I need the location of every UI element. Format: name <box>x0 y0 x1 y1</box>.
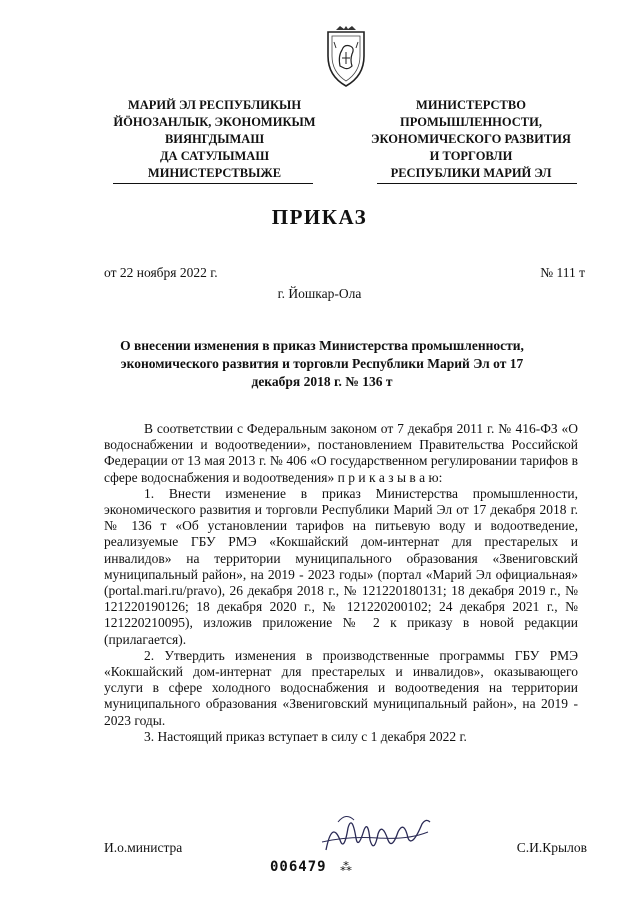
document-city: г. Йошкар-Ола <box>277 286 362 301</box>
body-paragraph: 1. Внести изменение в приказ Министерства промышленности, экономического развития и торговли Республики Марий Эл от 17 декабря 2018 г. № 136 т «Об установлении тарифов на питьевую воду и водоотведение, реализуемые ГБУ РМЭ «Кокшайский дом-интернат для престарелых и инвалидов» на территории муниципального образования «Звениговский муниципальный район», на 2019 - 2023 годы» (портал «Марий Эл официальная» (portal.mari.ru/pravo), 26 декабря 2018 г., № 121220180131; 18 декабря 2019 г., № 121220190126; 18 декабря 2020 г., № 121220200102; 24 декабря 2021 г., № 121220210095), изложив приложение № 2 к приказу в новой редакции (прилагается). <box>104 485 578 647</box>
header-line: МАРИЙ ЭЛ РЕСПУБЛИКЫН <box>127 98 302 112</box>
ministry-name-russian <box>350 97 592 182</box>
document-number: № 111 т <box>540 265 585 280</box>
header-line: ПРОМЫШЛЕННОСТИ, <box>400 115 542 129</box>
header-line: ЭКОНОМИЧЕСКОГО РАЗВИТИЯ <box>371 132 571 146</box>
header-line: РЕСПУБЛИКИ МАРИЙ ЭЛ <box>390 166 552 180</box>
header-line: ЙӦНОЗАНЛЫК, ЭКОНОМИКЫМ <box>113 115 316 129</box>
serial-number <box>270 859 353 875</box>
serial-number-text: 006479 <box>270 859 327 875</box>
asterisk-mark-icon: ⁂ <box>340 860 354 874</box>
header-divider <box>377 183 577 184</box>
header-line: И ТОРГОВЛИ <box>429 149 513 163</box>
signer-position: И.о.министра <box>104 840 183 855</box>
document-title: ПРИКАЗ <box>271 205 368 229</box>
body-paragraph: 2. Утвердить изменения в производственные программы ГБУ РМЭ «Кокшайский дом-интернат для престарелых и инвалидов», оказывающего услуги в сфере холодного водоснабжения и водоотведения на территории муниципального образования «Звениговский муниципальный район», на 2019 - 2023 годы. <box>104 647 578 728</box>
ministry-name-mari <box>92 97 337 182</box>
document-body <box>104 421 578 745</box>
header-divider <box>113 183 313 184</box>
body-paragraph: В соответствии с Федеральным законом от 7 декабря 2011 г. № 416-ФЗ «О водоснабжении и водоотведении», постановлением Правительства Российской Федерации от 13 мая 2013 г. № 406 «О государственном регулировании тарифов в сфере водоснабжения и водоотведения» п р и к а з ы в а ю: <box>104 421 578 485</box>
document-subject: О внесении изменения в приказ Министерства промышленности, экономического развития и торговли Республики Марий Эл от 17 декабря 2018 г. № 136 т <box>120 338 524 389</box>
body-paragraph: 3. Настоящий приказ вступает в силу с 1 декабря 2022 г. <box>144 728 467 744</box>
header-line: ВИЯНГДЫМАШ <box>164 132 265 146</box>
document-date: от 22 ноября 2022 г. <box>104 265 218 280</box>
signer-name: С.И.Крылов <box>516 840 587 855</box>
header-line: МИНИСТЕРСТВЫЖЕ <box>147 166 282 180</box>
header-line: ДА САТУЛЫМАШ <box>159 149 270 163</box>
handwritten-signature <box>318 810 436 862</box>
header-line: МИНИСТЕРСТВО <box>416 98 526 112</box>
coat-of-arms-icon <box>322 26 370 90</box>
